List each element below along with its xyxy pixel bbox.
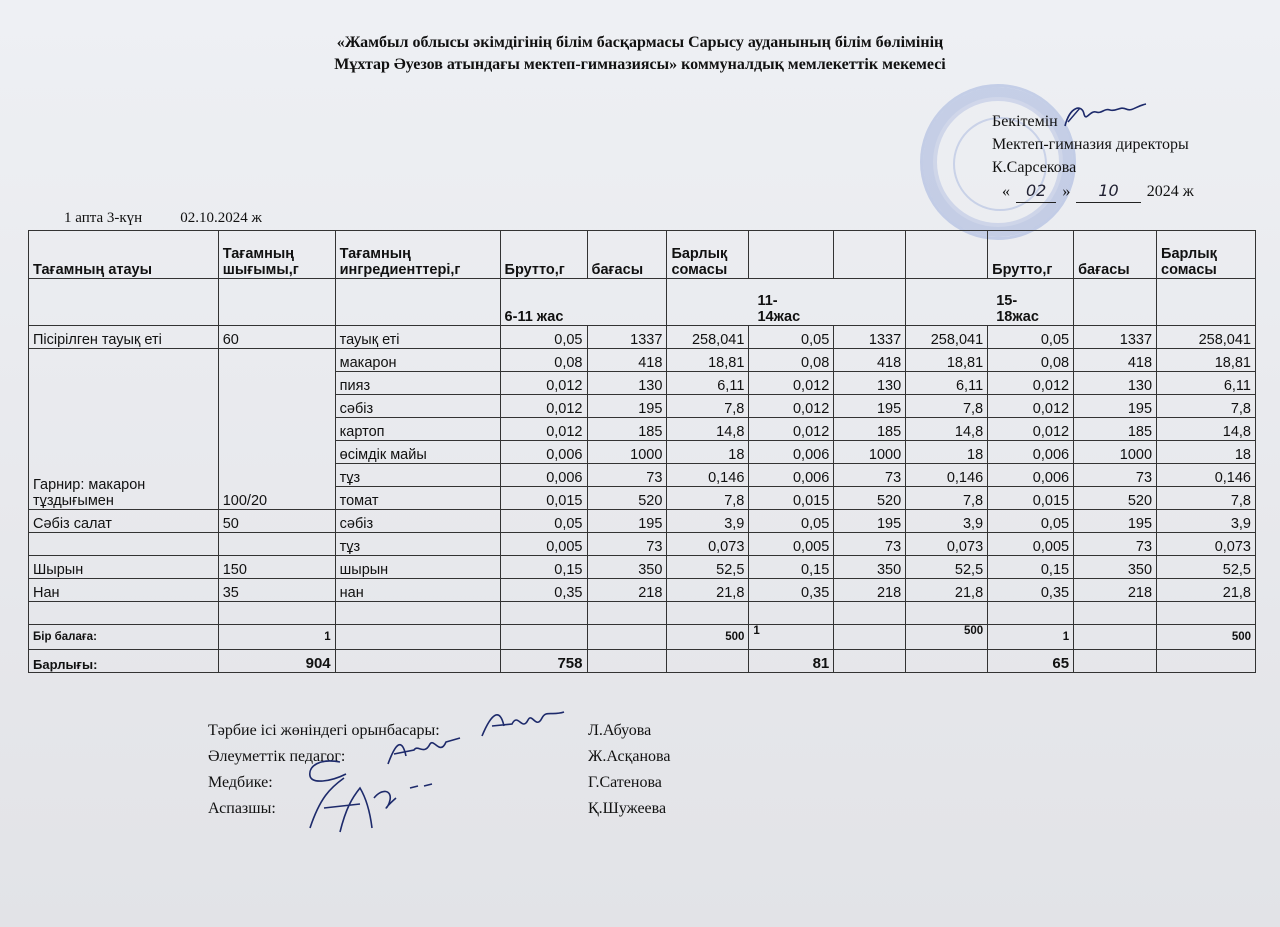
value-cell: 0,35 — [988, 579, 1074, 602]
ingredient: сәбіз — [335, 395, 500, 418]
dish-yield — [218, 533, 335, 556]
table-row — [29, 349, 1256, 372]
value-cell: 0,05 — [749, 326, 834, 349]
value-cell: 0,08 — [988, 349, 1074, 372]
value-cell: 18 — [906, 441, 988, 464]
value-cell: 195 — [1074, 510, 1157, 533]
ingredient: томат — [335, 487, 500, 510]
approval-block — [992, 110, 1252, 203]
value-cell: 6,11 — [906, 372, 988, 395]
value-cell: 258,041 — [1157, 326, 1256, 349]
table-row — [29, 579, 1256, 602]
value-cell: 7,8 — [906, 395, 988, 418]
dish-name: Шырын — [29, 556, 219, 579]
age-group-2: 11- 14жас — [667, 279, 906, 326]
dish-name: Сәбіз салат — [29, 510, 219, 533]
value-cell: 418 — [587, 349, 667, 372]
ingredient: макарон — [335, 349, 500, 372]
value-cell: 0,08 — [749, 349, 834, 372]
value-cell: 7,8 — [667, 487, 749, 510]
value-cell: 7,8 — [1157, 395, 1256, 418]
approval-label: Бекітемін — [992, 113, 1058, 130]
dish-name: Пісірілген тауық еті — [29, 326, 219, 349]
empty-row — [29, 602, 1256, 625]
value-cell: 14,8 — [1157, 418, 1256, 441]
col-total: Барлық сомасы — [667, 231, 749, 279]
value-cell: 0,012 — [988, 418, 1074, 441]
value-cell: 0,012 — [749, 418, 834, 441]
value-cell: 0,15 — [749, 556, 834, 579]
value-cell: 73 — [587, 533, 667, 556]
ingredient: тұз — [335, 533, 500, 556]
totals-row: Барлығы: 904 758 81 65 — [29, 650, 1256, 673]
value-cell: 0,005 — [749, 533, 834, 556]
approval-name: К.Сарсекова — [992, 159, 1077, 176]
age-group-3: 15- 18жас — [906, 279, 1074, 326]
value-cell: 73 — [1074, 464, 1157, 487]
dish-name — [29, 533, 219, 556]
approval-date: « 02 » 10 2024 ж — [992, 179, 1252, 203]
value-cell: 3,9 — [1157, 510, 1256, 533]
col-total-3: Барлық сомасы — [1157, 231, 1256, 279]
value-cell: 18 — [667, 441, 749, 464]
value-cell: 0,146 — [1157, 464, 1256, 487]
value-cell: 14,8 — [667, 418, 749, 441]
value-cell: 52,5 — [906, 556, 988, 579]
value-cell: 0,012 — [500, 372, 587, 395]
document-header — [180, 32, 1100, 76]
age-group-1: 6-11 жас — [500, 279, 667, 326]
value-cell: 218 — [834, 579, 906, 602]
dish-name: Нан — [29, 579, 219, 602]
value-cell: 0,05 — [988, 510, 1074, 533]
value-cell: 1000 — [1074, 441, 1157, 464]
value-cell: 0,005 — [500, 533, 587, 556]
table-row — [29, 510, 1256, 533]
col-price: бағасы — [587, 231, 667, 279]
ingredient: шырын — [335, 556, 500, 579]
value-cell: 0,05 — [749, 510, 834, 533]
value-cell: 0,006 — [988, 464, 1074, 487]
value-cell: 0,006 — [749, 441, 834, 464]
value-cell: 130 — [587, 372, 667, 395]
col-brutto-3: Брутто,г — [988, 231, 1074, 279]
age-group-row — [29, 279, 1256, 326]
value-cell: 6,11 — [667, 372, 749, 395]
value-cell: 195 — [1074, 395, 1157, 418]
value-cell: 52,5 — [1157, 556, 1256, 579]
value-cell: 7,8 — [667, 395, 749, 418]
value-cell: 418 — [834, 349, 906, 372]
ingredient: пияз — [335, 372, 500, 395]
value-cell: 195 — [834, 510, 906, 533]
value-cell: 0,012 — [500, 395, 587, 418]
table-row — [29, 556, 1256, 579]
value-cell: 258,041 — [906, 326, 988, 349]
value-cell: 520 — [1074, 487, 1157, 510]
value-cell: 185 — [1074, 418, 1157, 441]
value-cell: 0,012 — [988, 395, 1074, 418]
ingredient: тауық еті — [335, 326, 500, 349]
value-cell: 0,05 — [988, 326, 1074, 349]
garnish-yield: 100/20 — [218, 349, 335, 510]
signature-pedagogue — [384, 734, 464, 770]
value-cell: 0,012 — [749, 372, 834, 395]
value-cell: 0,35 — [500, 579, 587, 602]
value-cell: 0,146 — [906, 464, 988, 487]
value-cell: 195 — [587, 510, 667, 533]
value-cell: 21,8 — [1157, 579, 1256, 602]
value-cell: 73 — [834, 464, 906, 487]
value-cell: 73 — [587, 464, 667, 487]
value-cell: 0,012 — [749, 395, 834, 418]
table-header-row — [29, 231, 1256, 279]
col-brutto: Брутто,г — [500, 231, 587, 279]
totals-label: Барлығы: — [29, 650, 219, 673]
dish-yield: 150 — [218, 556, 335, 579]
value-cell: 18 — [1157, 441, 1256, 464]
value-cell: 0,35 — [749, 579, 834, 602]
menu-date: 02.10.2024 ж — [180, 210, 262, 226]
value-cell: 6,11 — [1157, 372, 1256, 395]
signature-row: Әлеуметтік педагог: Ж.Асқанова — [208, 748, 671, 765]
value-cell: 218 — [1074, 579, 1157, 602]
value-cell: 350 — [1074, 556, 1157, 579]
ingredient: нан — [335, 579, 500, 602]
value-cell: 195 — [834, 395, 906, 418]
value-cell: 130 — [1074, 372, 1157, 395]
value-cell: 73 — [1074, 533, 1157, 556]
value-cell: 130 — [834, 372, 906, 395]
per-child-label: Бір балаға: — [29, 625, 219, 650]
value-cell: 258,041 — [667, 326, 749, 349]
value-cell: 185 — [834, 418, 906, 441]
approval-position: Мектеп-гимназия директоры — [992, 136, 1189, 153]
signature-row: Тәрбие ісі жөніндегі орынбасары: Л.Абуова — [208, 722, 652, 739]
value-cell: 350 — [834, 556, 906, 579]
value-cell: 21,8 — [906, 579, 988, 602]
value-cell: 350 — [587, 556, 667, 579]
col-ingredients: Тағамның ингредиенттері,г — [335, 231, 500, 279]
signature-deputy — [478, 706, 568, 742]
value-cell: 0,08 — [500, 349, 587, 372]
garnish-dish-name: Гарнир: макарон тұздығымен — [29, 349, 219, 510]
per-child-row: Бір балаға: 1 500 1 500 1 500 — [29, 625, 1256, 650]
value-cell: 0,006 — [500, 441, 587, 464]
header-line-2: Мұхтар Әуезов атындағы мектеп-гимназиясы» коммуналдық мемлекеттік мекемесі — [334, 56, 946, 73]
value-cell: 1337 — [1074, 326, 1157, 349]
value-cell: 21,8 — [667, 579, 749, 602]
value-cell: 1337 — [834, 326, 906, 349]
value-cell: 520 — [587, 487, 667, 510]
value-cell: 418 — [1074, 349, 1157, 372]
dish-yield: 60 — [218, 326, 335, 349]
table-row — [29, 533, 1256, 556]
value-cell: 0,05 — [500, 326, 587, 349]
value-cell: 195 — [587, 395, 667, 418]
value-cell: 0,005 — [988, 533, 1074, 556]
dish-yield: 35 — [218, 579, 335, 602]
value-cell: 1000 — [587, 441, 667, 464]
value-cell: 0,006 — [749, 464, 834, 487]
value-cell: 14,8 — [906, 418, 988, 441]
ingredient: картоп — [335, 418, 500, 441]
table-row — [29, 326, 1256, 349]
value-cell: 0,05 — [500, 510, 587, 533]
value-cell: 520 — [834, 487, 906, 510]
menu-table — [28, 230, 1256, 673]
value-cell: 3,9 — [667, 510, 749, 533]
dish-yield: 50 — [218, 510, 335, 533]
week-day: 1 апта 3-күн — [64, 210, 143, 226]
value-cell: 7,8 — [1157, 487, 1256, 510]
value-cell: 0,146 — [667, 464, 749, 487]
value-cell: 73 — [834, 533, 906, 556]
col-yield: Тағамның шығымы,г — [218, 231, 335, 279]
ingredient: тұз — [335, 464, 500, 487]
value-cell: 0,006 — [988, 441, 1074, 464]
value-cell: 0,15 — [500, 556, 587, 579]
value-cell: 3,9 — [906, 510, 988, 533]
value-cell: 0,073 — [1157, 533, 1256, 556]
value-cell: 0,006 — [500, 464, 587, 487]
value-cell: 18,81 — [667, 349, 749, 372]
value-cell: 52,5 — [667, 556, 749, 579]
value-cell: 0,015 — [500, 487, 587, 510]
day-info — [64, 210, 300, 227]
value-cell: 218 — [587, 579, 667, 602]
value-cell: 18,81 — [1157, 349, 1256, 372]
value-cell: 7,8 — [906, 487, 988, 510]
value-cell: 18,81 — [906, 349, 988, 372]
value-cell: 0,015 — [988, 487, 1074, 510]
header-line-1: «Жамбыл облысы әкімдігінің білім басқармасы Сарысу ауданының білім бөлімінің — [336, 34, 944, 51]
value-cell: 0,012 — [500, 418, 587, 441]
value-cell: 185 — [587, 418, 667, 441]
value-cell: 1337 — [587, 326, 667, 349]
col-name: Тағамның атауы — [29, 231, 219, 279]
value-cell: 0,073 — [906, 533, 988, 556]
value-cell: 0,012 — [988, 372, 1074, 395]
value-cell: 0,15 — [988, 556, 1074, 579]
signature-row: Медбике: Г.Сатенова — [208, 774, 662, 791]
approval-month: 10 — [1076, 179, 1140, 203]
signature-row: Аспазшы: Қ.Шужеева — [208, 800, 667, 817]
signature-cook — [300, 768, 450, 838]
ingredient: өсімдік майы — [335, 441, 500, 464]
col-price-3: бағасы — [1074, 231, 1157, 279]
approval-day: 02 — [1016, 179, 1056, 203]
ingredient: сәбіз — [335, 510, 500, 533]
value-cell: 1000 — [834, 441, 906, 464]
value-cell: 0,073 — [667, 533, 749, 556]
approval-year: 2024 ж — [1146, 183, 1194, 200]
value-cell: 0,015 — [749, 487, 834, 510]
